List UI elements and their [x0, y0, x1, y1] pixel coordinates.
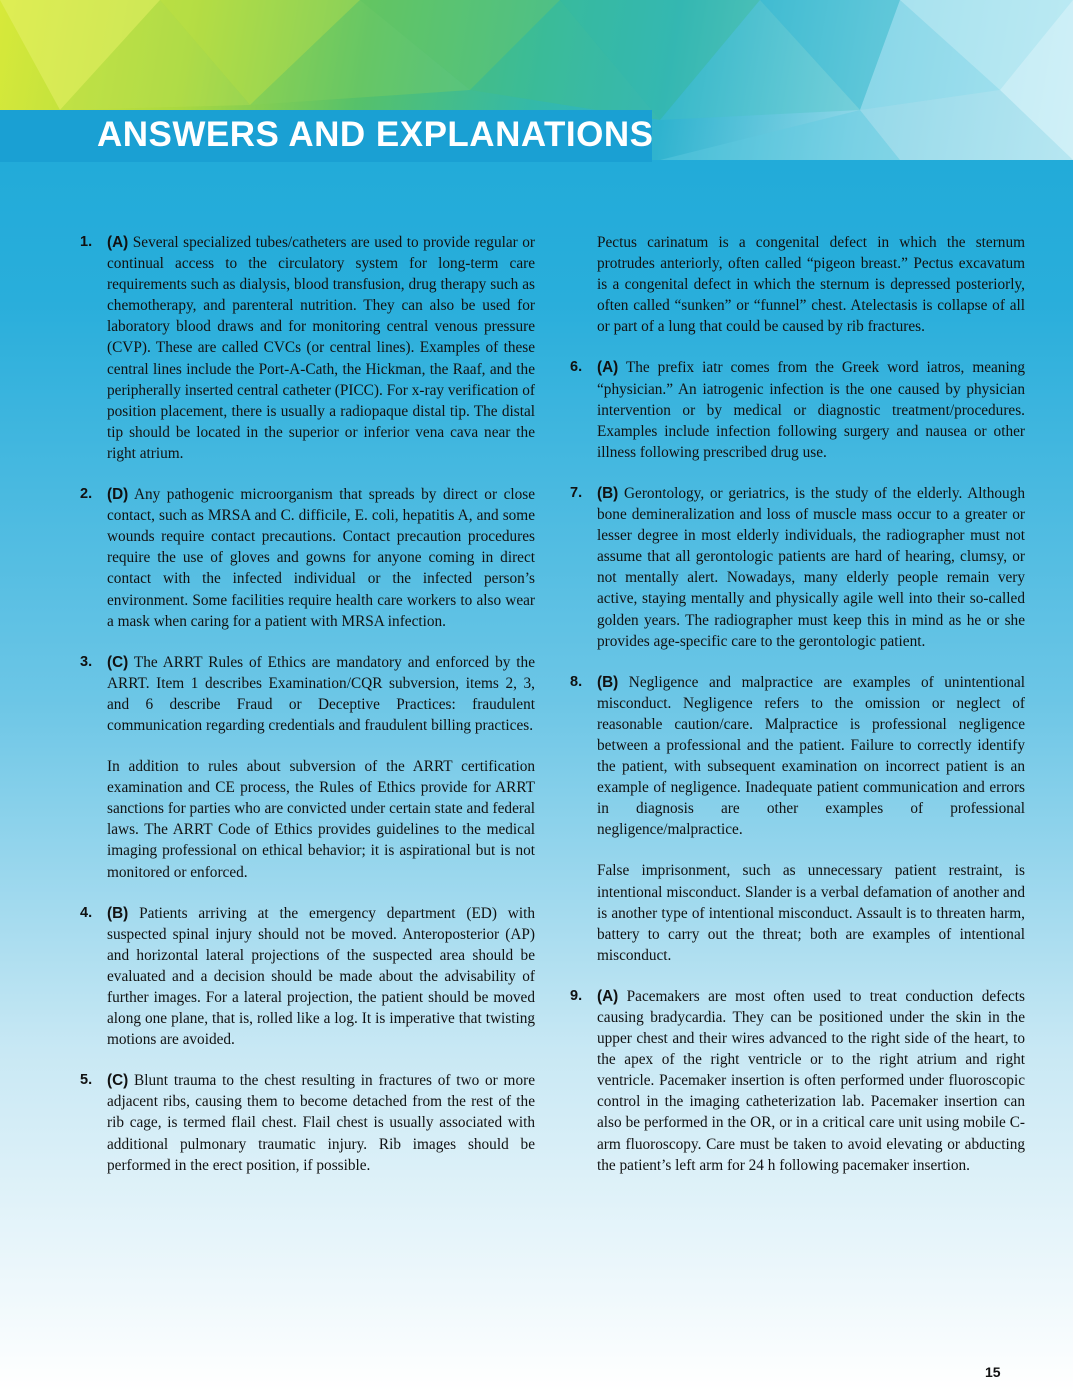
answer-choice: (B) — [107, 904, 129, 922]
answer-choice: (A) — [597, 359, 619, 377]
answer-text — [107, 652, 535, 736]
answer-explanation: Any pathogenic microorganism that spreads by direct or close contact, such as MRSA and C. difficile, E. coli, hepatitis A, and some wounds require contact precautions. Contact precaution procedures require the use of gloves and gowns for anyone coming in direct contact with the infected individual or the infected person’s environment. Some facilities require health care workers to also wear a mask when caring for a patient with MRSA infection. — [107, 486, 535, 630]
answer-text — [597, 357, 1025, 462]
left-column — [80, 232, 535, 1196]
page-number: 15 — [985, 1364, 1001, 1380]
answer-choice: (D) — [107, 486, 129, 504]
answer-number: 9. — [570, 987, 583, 1004]
answer-explanation: Pacemakers are most often used to treat conduction defects causing bradycardia. They can be positioned under the skin in the upper chest and their wires advanced to the right side of the heart, to the apex of the right ventricle or to the right atrium and right ventricle. Pacemaker insertion is often performed under fluoroscopic control in the imaging catheterization lab. Pacemaker insertion can also be performed in the OR, or in a critical care unit using mobile C-arm fluoroscopy. Care must be taken to avoid elevating or abducting the patient’s left arm for 24 h following pacemaker insertion. — [597, 987, 1026, 1174]
right-column — [570, 232, 1026, 1196]
answer-text — [107, 232, 535, 464]
answer-number: 2. — [80, 486, 93, 503]
answer-continuation: False imprisonment, such as unnecessary patient restraint, is intentional misconduct. Slander is a verbal defamation of another and is another type of intentional misconduct. Assault is to threaten harm, battery to carry out the threat; both are examples of intentional misconduct. — [597, 862, 1025, 964]
answer-text — [597, 986, 1025, 1176]
answer-number: 1. — [80, 234, 93, 250]
answer-text — [597, 672, 1025, 841]
answer-5 — [80, 1070, 535, 1175]
answer-number: 4. — [80, 904, 93, 921]
answer-explanation: The ARRT Rules of Ethics are mandatory and enforced by the ARRT. Item 1 describes Examination/CQR subversion, items 2, 3, and 6 describe Fraud or Deceptive Practices: fraudulent communication regarding credentials and fraudulent billing practices. — [107, 653, 535, 734]
answer-text — [107, 484, 535, 632]
answer-number: 3. — [80, 653, 93, 670]
page-title: ANSWERS AND EXPLANATIONS — [97, 115, 654, 154]
answer-8 — [570, 672, 1026, 966]
answer-3 — [80, 652, 535, 883]
answer-9 — [570, 986, 1026, 1176]
answer-5-continuation: Pectus carinatum is a congenital defect in which the sternum protrudes anteriorly, often called “pigeon breast.” Pectus excavatum is a congenital defect in which the sternum is depressed posteriorly, often called “sunken” or “funnel” chest. Atelectasis is collapse of all or part of a lung that could be caused by rib fractures. — [597, 234, 1025, 336]
answer-choice: (A) — [597, 987, 619, 1005]
answer-text — [597, 483, 1025, 652]
answer-explanation: Several specialized tubes/catheters are used to provide regular or continual access to the circulatory system for long-term care requirements such as dialysis, blood transfusion, drug therapy such as chemotherapy, and parenteral nutrition. They can also be used for laboratory blood draws and for monitoring central venous pressure (CVP). These are called CVCs (or central lines). Examples of these central lines include the Port-A-Cath, the Hickman, the Raaf, and the peripherally inserted central catheter (PICC). For x-ray verification of position placement, there is usually a radiopaque distal tip. The distal tip should be located in the superior or inferior vena cava near the right atrium. — [107, 234, 535, 462]
answer-number: 5. — [80, 1072, 93, 1089]
answer-choice: (C) — [107, 1072, 129, 1090]
answer-explanation: Negligence and malpractice are examples of unintentional misconduct. Negligence refers to the omission or neglect of reasonable caution/care. Malpractice is professional negligence between a professional and the patient. Failure to correctly identify the patient, with subsequent examination on incorrect patient is an example of negligence. Inadequate patient communication and errors in diagnosis are other examples of professional negligence/malpractice. — [597, 673, 1026, 839]
answer-4 — [80, 903, 535, 1051]
answer-text — [107, 1070, 535, 1175]
answer-choice: (B) — [597, 673, 619, 691]
answer-choice: (A) — [107, 234, 129, 251]
answer-choice: (C) — [107, 653, 129, 671]
answer-explanation: Patients arriving at the emergency department (ED) with suspected spinal injury should not be moved. Anteroposterior (AP) and horizontal lateral projections of the suspected area should be evaluated and a decision should be made about the advisability of further images. For a lateral projection, the patient should be moved along one plane, that is, rolled like a log. It is imperative that twisting motions are avoided. — [107, 904, 535, 1049]
answer-number: 6. — [570, 359, 583, 376]
answer-number: 7. — [570, 484, 583, 501]
answer-number: 8. — [570, 673, 583, 690]
answer-text — [107, 903, 535, 1051]
answer-6 — [570, 357, 1025, 462]
answer-continuation: In addition to rules about subversion of the ARRT certification examination and CE process, the Rules of Ethics provide for ARRT sanctions for parties who are convicted under certain state and federal laws. The ARRT Code of Ethics provides guidelines to the medical imaging professional on ethical behavior; it is aspirational but is not monitored or enforced. — [107, 758, 535, 881]
answer-explanation: The prefix iatr comes from the Greek word iatros, meaning “physician.” An iatrogenic infection is the one caused by physician intervention or by medical or diagnostic treatment/procedures. Examples include infection following surgery and nausea or other illness following prescribed drug use. — [597, 359, 1025, 461]
answer-choice: (B) — [597, 484, 619, 502]
answer-explanation: Blunt trauma to the chest resulting in fractures of two or more adjacent ribs, causing them to become detached from the rest of the rib cage, is termed flail chest. Flail chest is usually associated with additional pulmonary traumatic injury. Rib images should be performed in the erect position, if possible. — [107, 1072, 535, 1174]
answer-1 — [80, 232, 535, 464]
answer-7 — [570, 483, 1025, 652]
answer-explanation: Gerontology, or geriatrics, is the study of the elderly. Although bone demineralization and loss of muscle mass occur to a greater or lesser degree in most elderly individuals, the radiographer must not assume that all gerontologic patients are hard of hearing, clumsy, or not mentally alert. Nowadays, many elderly people remain very active, staying mentally and physically agile well into their so-called golden years. The radiographer must keep this in mind as he or she provides age-specific care to the gerontologic patient. — [597, 484, 1025, 650]
answer-2 — [80, 484, 535, 632]
